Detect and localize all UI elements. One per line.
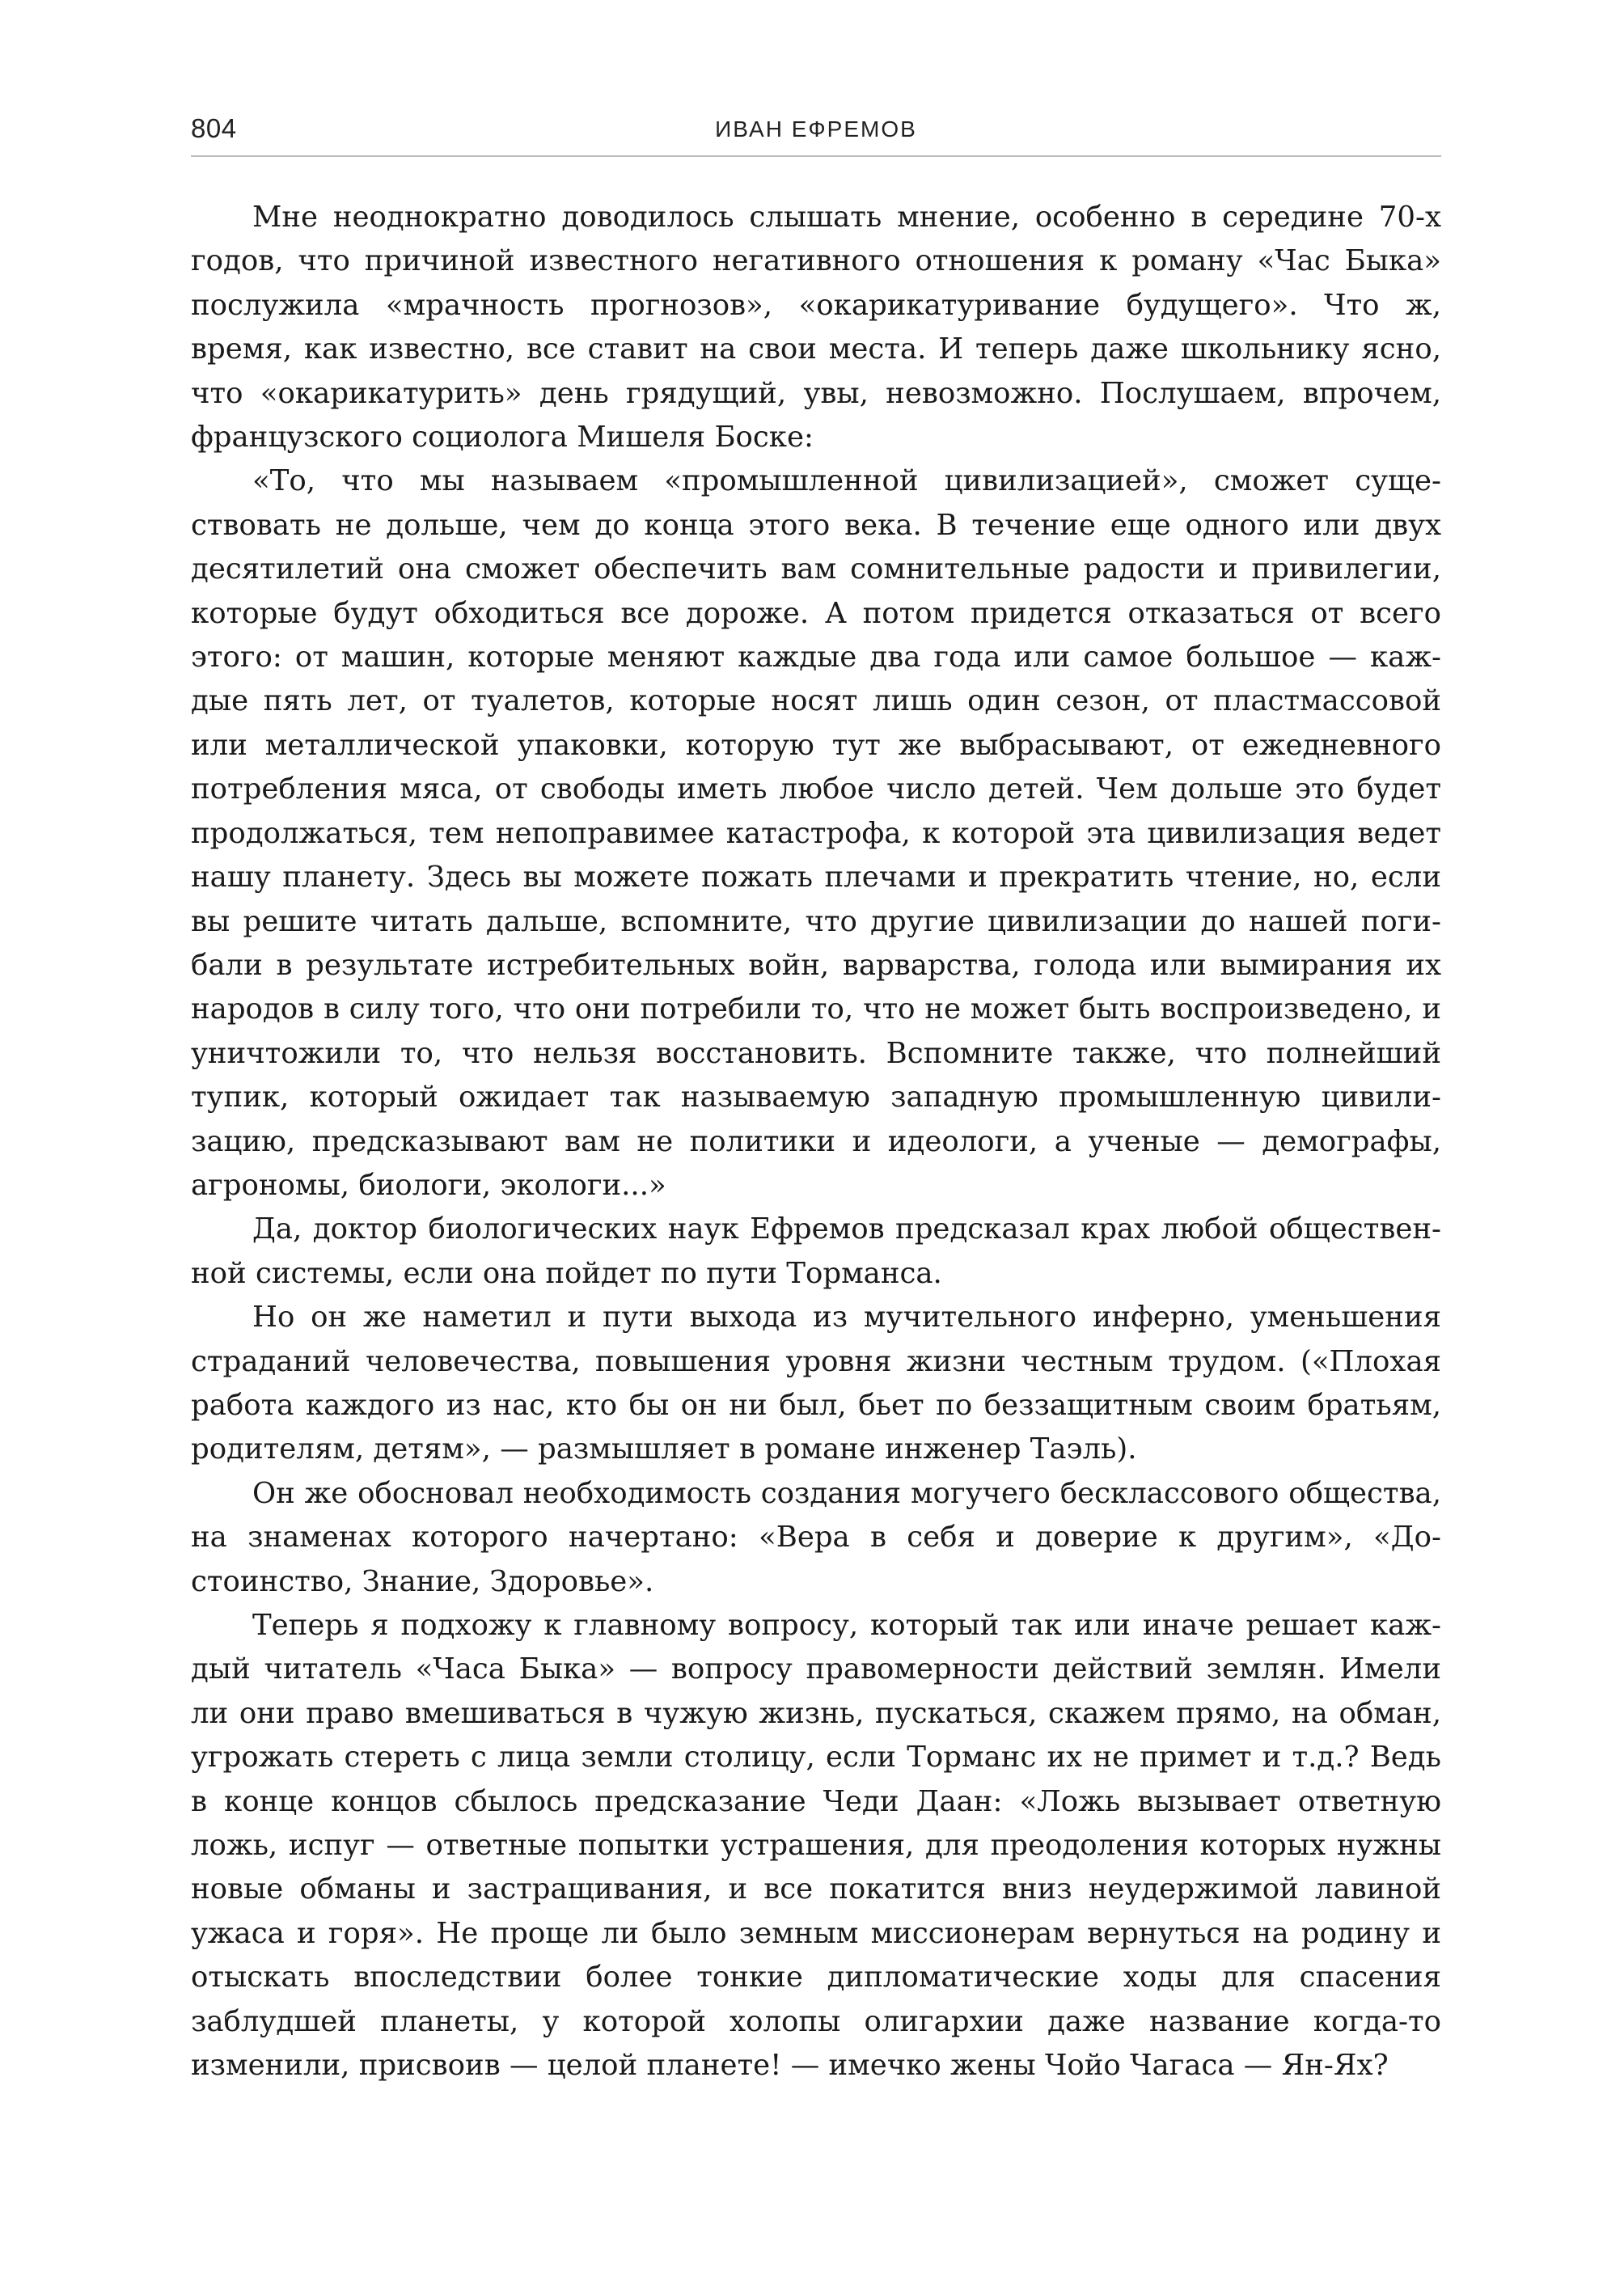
body-text <box>191 196 1441 2088</box>
paragraph: Но он же наметил и пути выхода из мучительного инферно, уменьшения страданий человечества, повышения уровня жизни честным трудом. («Плохая работа каждого из нас, кто бы он ни был, бьет по беззащитным своим братьям, родителям, детям», — размышляет в романе инженер Таэль). <box>191 1301 1441 1466</box>
paragraph: Мне неоднократно доводилось слышать мнение, особенно в середине 70-х годов, что причиной известного негативного отношения к роману «Час Быка» послужила «мрачность прогнозов», «окарикатуривание будущего». Что ж, время, как известно, все ставит на свои места. И теперь даже школьнику ясно, что «окарикатурить» день грядущий, увы, невозможно. Послушаем, впрочем, французского социолога Мишеля Боске: <box>191 201 1441 455</box>
paragraph: Он же обосновал необходимость создания могучего бесклассового общества, на знаменах которого начертано: «Вера в себя и доверие к другим», «Достоинство, Знание, Здоровье». <box>191 1476 1441 1598</box>
header-title: ИВАН ЕФРЕМОВ <box>715 116 917 142</box>
paragraph: Теперь я подхожу к главному вопросу, который так или иначе решает каждый читатель «Часа Быка» — вопросу правомерности действий землян. Имели ли они право вмешиваться в чужую жизнь, пускаться, скажем прямо, на обман, угрожать стереть с лица земли столицу, если Торманс их не примет и т.д.? Ведь в конце концов сбылось предсказание Чеди Даан: «Ложь вызывает ответную ложь, испуг — ответные попытки устрашения, для преодоления которых нужны новые обманы и застращивания, и все покатится вниз неудержимой лавиной ужаса и горя». Не проще ли было земным миссионерам вернуться на родину и отыскать впоследствии более тонкие дипломатические ходы для спасения заблудшей планеты, у которой холопы олигархии даже название когда-то изменили, присвоив — целой планете! — имечко жены Чойо Чагаса — Ян-Ях? <box>191 1609 1441 2083</box>
page-number: 804 <box>191 113 237 143</box>
running-header <box>191 110 1441 157</box>
paragraph: Да, доктор биологических наук Ефремов предсказал крах любой общественной системы, если она пойдет по пути Торманса. <box>191 1212 1441 1290</box>
quote-paragraph: «То, что мы называем «промышленной цивилизацией», сможет существовать не дольше, чем до конца этого века. В течение еще одного или двух десятилетий она сможет обеспечить вам сомнительные радости и привилегии, которые будут обходиться все дороже. А потом придется отказаться от всего этого: от машин, которые меняют каждые два года или самое большое — каждые пять лет, от туалетов, которые носят лишь один сезон, от пластмассовой или металлической упаковки, которую тут же выбрасывают, от ежедневного потребления мяса, от свободы иметь любое число детей. Чем дольше это будет продолжаться, тем непоправимее катастрофа, к которой эта цивилизация ведет нашу планету. Здесь вы можете пожать плечами и прекратить чтение, но, если вы решите читать дальше, вспомните, что другие цивилизации до нашей погибали в результате истребительных войн, варварства, голода или вымирания их народов в силу того, что они потребили то, что не может быть воспроизведено, и уничтожили то, что нельзя восстановить. Вспомните также, что полнейший тупик, который ожидает так называемую западную промышленную цивилизацию, предсказывают вам не политики и идеологи, а ученые — демографы, агрономы, биологи, экологи...» <box>191 464 1441 1202</box>
